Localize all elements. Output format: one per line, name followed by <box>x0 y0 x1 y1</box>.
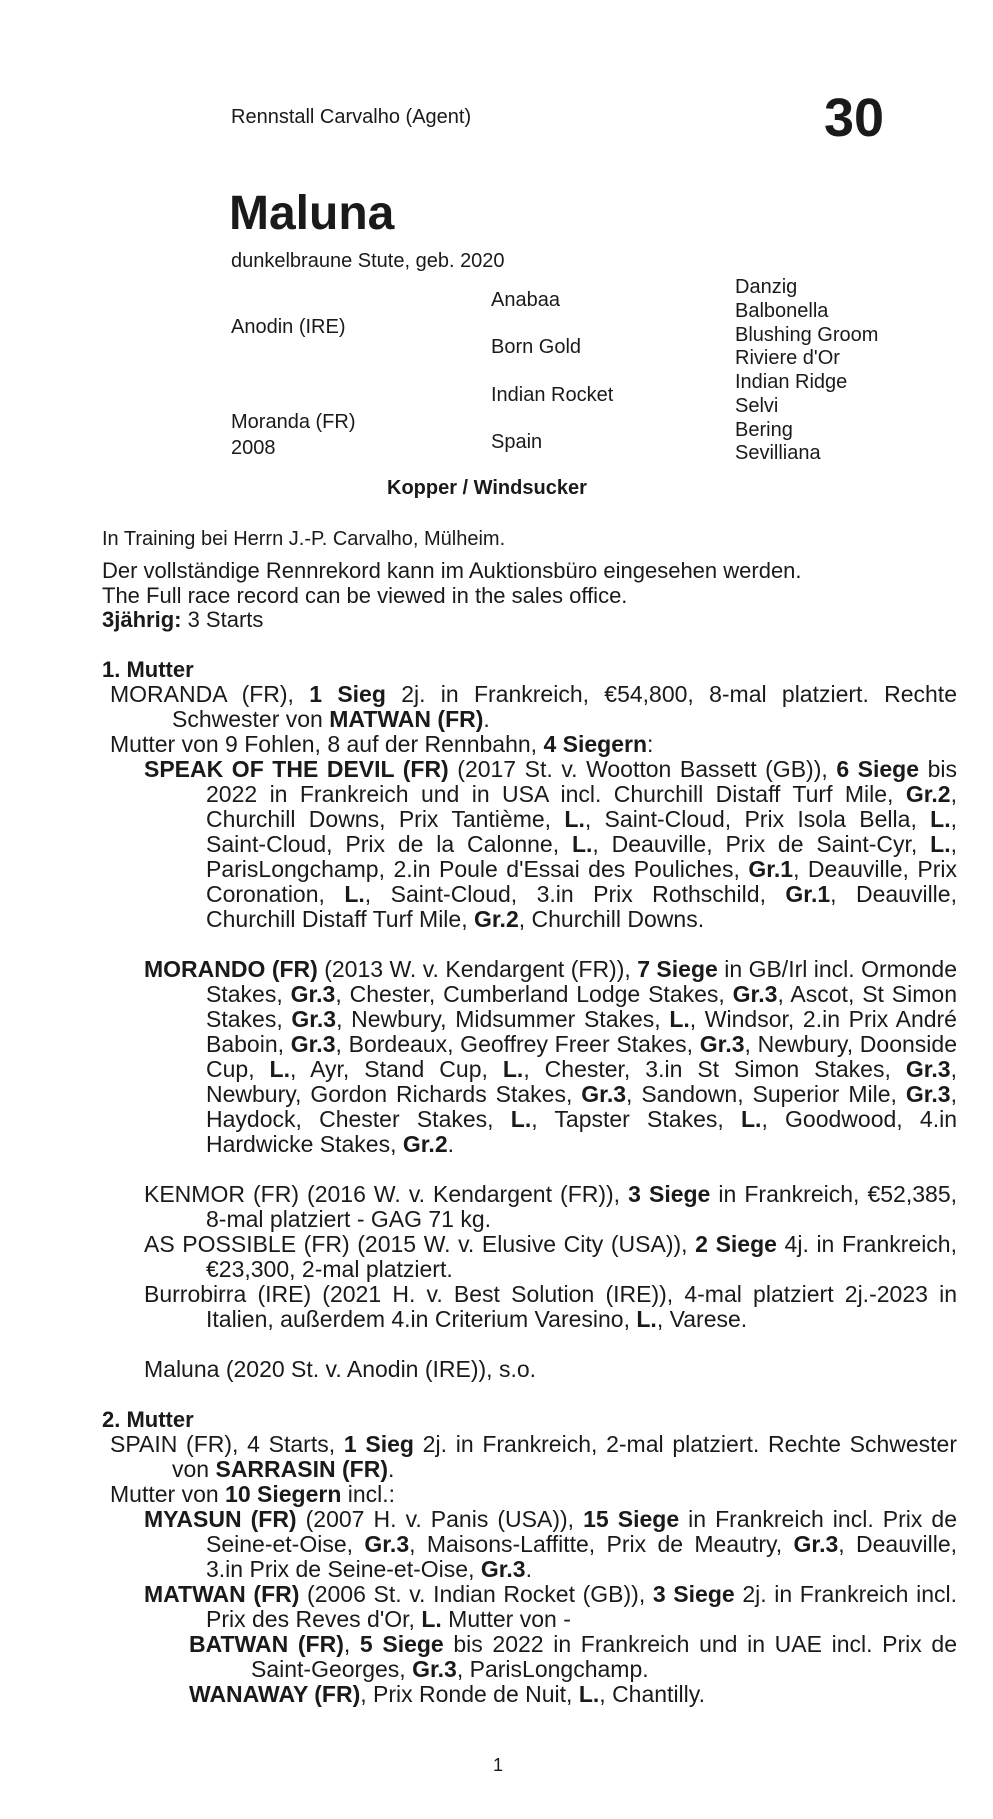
progeny-matwan: MATWAN (FR) (2006 St. v. Indian Rocket (GB)), 3 Siege 2j. in Frankreich incl. Prix des Reves d'Or, L. Mutter von - <box>144 1581 957 1632</box>
pedigree-great-grandparent: Blushing Groom <box>735 324 879 346</box>
pedigree-great-grandparent: Indian Ridge <box>735 371 848 393</box>
pedigree-dam-year: 2008 <box>231 437 276 459</box>
first-dam-intro: MORANDA (FR), 1 Sieg 2j. in Frankreich, €54,800, 8-mal platziert. Rechte Schwester von MATWAN (FR). <box>110 681 957 732</box>
pedigree-great-grandparent: Danzig <box>735 276 798 298</box>
lot-number: 30 <box>824 88 885 148</box>
pedigree-great-grandparent: Bering <box>735 419 793 441</box>
agent-name: Rennstall Carvalho (Agent) <box>231 106 472 128</box>
pedigree-great-grandparent: Balbonella <box>735 300 829 322</box>
grand-progeny-batwan: BATWAN (FR), 5 Siege bis 2022 in Frankreich und in UAE incl. Prix de Saint-Georges, Gr.3, ParisLongchamp. <box>189 1631 958 1682</box>
second-dam-heading: 2. Mutter <box>102 1407 194 1432</box>
second-dam-produce: Mutter von 10 Siegern incl.: <box>110 1481 396 1507</box>
pedigree-great-grandparent: Riviere d'Or <box>735 347 840 369</box>
pedigree-dam: Moranda (FR) <box>231 411 356 433</box>
record-note-de: Der vollständige Rennrekord kann im Auktionsbüro eingesehen werden. <box>102 558 802 583</box>
pedigree-great-grandparent: Sevilliana <box>735 442 821 464</box>
progeny-morando: MORANDO (FR) (2013 W. v. Kendargent (FR)), 7 Siege in GB/Irl incl. Ormonde Stakes, Gr.3, Chester, Cumberland Lodge Stakes, Gr.3, Ascot, St Simon Stakes, Gr.3, Newbury, Midsummer Stakes, L., Windsor, 2.in Prix André Baboin, Gr.3, Bordeaux, Geoffrey Freer Stakes, Gr.3, Newbury, Doonside Cup, L., Ayr, Stand Cup, L., Chester, 3.in St Simon Stakes, Gr.3, Newbury, Gordon Richards Stakes, Gr.3, Sandown, Superior Mile, Gr.3, Haydock, Chester Stakes, L., Tapster Stakes, L., Goodwood, 4.in Hardwicke Stakes, Gr.2. <box>144 956 957 1157</box>
page-number: 1 <box>493 1755 504 1775</box>
horse-name: Maluna <box>229 187 395 240</box>
age-record <box>102 607 263 632</box>
training-info: In Training bei Herrn J.-P. Carvalho, Mülheim. <box>102 528 506 550</box>
record-note-en: The Full race record can be viewed in the sales office. <box>102 583 628 608</box>
second-dam-intro: SPAIN (FR), 4 Starts, 1 Sieg 2j. in Frankreich, 2-mal platziert. Rechte Schwester von SARRASIN (FR). <box>110 1431 957 1482</box>
pedigree-grandparent: Born Gold <box>491 336 582 358</box>
pedigree-grandparent: Anabaa <box>491 289 560 311</box>
progeny-as-possible: AS POSSIBLE (FR) (2015 W. v. Elusive City (USA)), 2 Siege 4j. in Frankreich, €23,300, 2-mal platziert. <box>144 1231 957 1282</box>
vice-note: Kopper / Windsucker <box>387 477 587 499</box>
progeny-maluna: Maluna (2020 St. v. Anodin (IRE)), s.o. <box>144 1356 537 1382</box>
age-label: 3jährig: <box>102 607 182 632</box>
progeny-myasun: MYASUN (FR) (2007 H. v. Panis (USA)), 15 Siege in Frankreich incl. Prix de Seine-et-Oise, Gr.3, Maisons-Laffitte, Prix de Meautry, Gr.3, Deauville, 3.in Prix de Seine-et-Oise, Gr.3. <box>144 1506 958 1582</box>
grand-progeny-wanaway: WANAWAY (FR), Prix Ronde de Nuit, L., Chantilly. <box>189 1681 705 1707</box>
pedigree-grandparent: Indian Rocket <box>491 384 614 406</box>
pedigree-sire: Anodin (IRE) <box>231 316 346 338</box>
pedigree-great-grandparent: Selvi <box>735 395 779 417</box>
pedigree-grandparent: Spain <box>491 431 543 453</box>
progeny-burrobirra: Burrobirra (IRE) (2021 H. v. Best Solution (IRE)), 4-mal platziert 2j.-2023 in Italien, außerdem 4.in Criterium Varesino, L., Varese. <box>144 1281 957 1332</box>
progeny-kenmor: KENMOR (FR) (2016 W. v. Kendargent (FR)), 3 Siege in Frankreich, €52,385, 8-mal platziert - GAG 71 kg. <box>144 1181 957 1232</box>
age-value: 3 Starts <box>181 607 264 632</box>
first-dam-heading: 1. Mutter <box>102 657 194 682</box>
horse-description: dunkelbraune Stute, geb. 2020 <box>231 250 505 272</box>
progeny-speak-of-the-devil: SPEAK OF THE DEVIL (FR) (2017 St. v. Wootton Bassett (GB)), 6 Siege bis 2022 in Frankreich und in USA incl. Churchill Distaff Turf Mile, Gr.2, Churchill Downs, Prix Tantième, L., Saint-Cloud, Prix Isola Bella, L., Saint-Cloud, Prix de la Calonne, L., Deauville, Prix de Saint-Cyr, L., ParisLongchamp, 2.in Poule d'Essai des Pouliches, Gr.1, Deauville, Prix Coronation, L., Saint-Cloud, 3.in Prix Rothschild, Gr.1, Deauville, Churchill Distaff Turf Mile, Gr.2, Churchill Downs. <box>144 756 958 932</box>
first-dam-produce: Mutter von 9 Fohlen, 8 auf der Rennbahn, 4 Siegern: <box>110 731 654 757</box>
